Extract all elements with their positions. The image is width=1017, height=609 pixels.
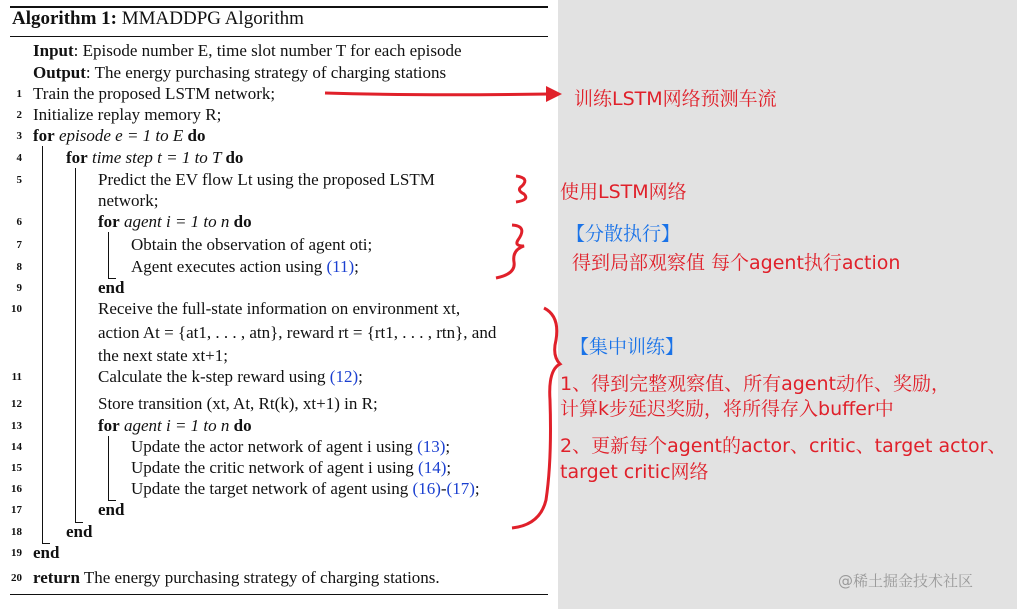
equation-ref[interactable]: (12) [329, 367, 359, 386]
input-label: Input [33, 41, 74, 60]
line-number: 2 [16, 109, 22, 121]
brace-decentralized [496, 225, 524, 278]
algo-line-18: end [66, 522, 93, 541]
loop-condition: time step t = 1 to T [87, 148, 226, 167]
line-number: 9 [16, 282, 22, 294]
line-number: 20 [11, 572, 22, 584]
algo-line-9: end [98, 278, 125, 297]
note-centralized-desc-4: target critic网络 [560, 461, 709, 483]
algo-line-12: Store transition (xt, At, Rt(k), xt+1) in R; [98, 394, 378, 413]
line-tail: ; [358, 367, 363, 386]
keyword-do: do [233, 212, 252, 231]
algo-line-5-cont: network; [98, 191, 159, 210]
loop-condition: agent i = 1 to n [119, 416, 234, 435]
note-centralized-desc-3: 2、更新每个agent的actor、critic、target actor、 [560, 435, 1007, 457]
arrow-to-lstm-note [325, 86, 562, 102]
note-lstm-predict: 训练LSTM网络预测车流 [574, 88, 777, 110]
equation-ref[interactable]: (13) [417, 437, 446, 456]
note-centralized-desc-2: 计算k步延迟奖励，将所得存入buffer中 [560, 398, 894, 420]
algo-line-2: Initialize replay memory R; [33, 105, 222, 124]
line-tail: ; [445, 437, 451, 456]
line-number: 13 [11, 420, 22, 432]
brace-centralized [512, 308, 560, 528]
keyword-return: return [33, 568, 80, 587]
keyword-for: for [98, 416, 120, 435]
line-number: 16 [11, 483, 22, 495]
line-number: 14 [11, 441, 22, 453]
line-number: 11 [11, 371, 22, 383]
line-number: 4 [16, 152, 22, 164]
line-tail: ; [354, 257, 359, 276]
line-number: 18 [11, 526, 22, 538]
algo-line-5: Predict the EV flow Lt using the proposed LSTM [98, 170, 435, 189]
line-text: Calculate the k-step reward using [98, 367, 326, 386]
watermark: @稀土掘金技术社区 [838, 572, 974, 590]
note-use-lstm: 使用LSTM网络 [560, 181, 687, 203]
line-number: 12 [11, 398, 22, 410]
line-mid: - [440, 479, 447, 498]
loop-condition: agent i = 1 to n [119, 212, 234, 231]
keyword-do: do [187, 126, 206, 145]
line-number: 1 [16, 88, 22, 100]
algo-line-10-cont: action At = {at1, . . . , atn}, reward rt = {rt1, . . . , rtn}, and [98, 323, 497, 342]
line-text: Update the critic network of agent i using [131, 458, 414, 477]
keyword-for: for [98, 212, 120, 231]
line-number: 6 [16, 216, 22, 228]
line-number: 19 [11, 547, 22, 559]
algo-line-17: end [98, 500, 125, 519]
output-label: Output [33, 63, 86, 82]
equation-ref[interactable]: (14) [418, 458, 447, 477]
algorithm-title-label: Algorithm 1: [12, 8, 118, 29]
loop-condition: episode e = 1 to E [54, 126, 188, 145]
equation-ref[interactable]: (17) [446, 479, 475, 498]
line-tail: ; [446, 458, 452, 477]
equation-ref[interactable]: (11) [326, 257, 355, 276]
algo-line-10-cont2: the next state xt+1; [98, 346, 228, 365]
algo-line-1: Train the proposed LSTM network; [33, 84, 276, 103]
line-text: Agent executes action using [131, 257, 323, 276]
algo-line-10: Receive the full-state information on environment xt, [98, 299, 461, 318]
line-tail: ; [474, 479, 480, 498]
algorithm-title-name: MMADDPG Algorithm [121, 8, 304, 29]
keyword-do: do [233, 416, 252, 435]
keyword-do: do [225, 148, 244, 167]
note-decentralized-title: 【分散执行】 [566, 223, 681, 245]
line-number: 15 [11, 462, 22, 474]
note-centralized-desc-1: 1、得到完整观察值、所有agent动作、奖励， [560, 373, 950, 395]
line-number: 10 [11, 303, 22, 315]
line-number: 8 [16, 261, 22, 273]
equation-ref[interactable]: (16) [412, 479, 441, 498]
brace-use-lstm [516, 176, 526, 202]
note-decentralized-desc: 得到局部观察值 每个agent执行action [572, 252, 901, 274]
line-number: 7 [16, 239, 22, 251]
note-centralized-title: 【集中训练】 [570, 336, 685, 358]
line-text: The energy purchasing strategy of charging stations. [79, 568, 440, 587]
line-number: 17 [11, 504, 22, 516]
algo-line-19: end [33, 543, 60, 562]
line-text: Update the actor network of agent i using [131, 437, 413, 456]
output-text: : The energy purchasing strategy of charging stations [85, 63, 447, 82]
input-text: : Episode number E, time slot number T for each episode [73, 41, 462, 60]
line-number: 3 [16, 130, 22, 142]
algo-line-7: Obtain the observation of agent oti; [131, 235, 373, 254]
line-text: Update the target network of agent using [131, 479, 409, 498]
line-number: 5 [16, 174, 22, 186]
keyword-for: for [33, 126, 55, 145]
keyword-for: for [66, 148, 88, 167]
